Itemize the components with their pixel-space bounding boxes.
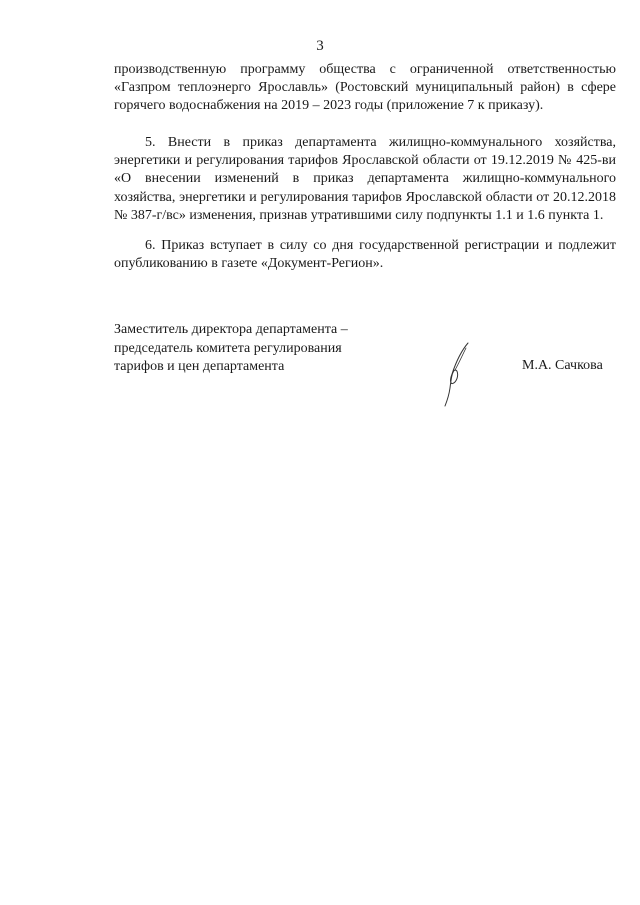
paragraph-item-5: 5. Внести в приказ департамента жилищно-коммунального хозяйства, энергетики и регулирования тарифов Ярославской области от 19.12.2019 № 425-ви «О внесении изменений в приказ департамента жилищно-коммунального хозяйства, энергетики и регулирования тарифов Ярославской области от 20.12.2018 № 387-г/вс» изменения, признав утратившими силу подпункты 1.1 и 1.6 пункта 1. xyxy=(114,135,616,223)
signatory-title-line: тарифов и цен департамента xyxy=(114,359,285,374)
handwritten-signature xyxy=(438,340,488,410)
signatory-title xyxy=(114,321,348,377)
page-number: 3 xyxy=(316,38,324,54)
signatory-title-line: Заместитель директора департамента – xyxy=(114,322,348,337)
signatory-title-line: председатель комитета регулирования xyxy=(114,340,342,356)
paragraph-continuation: производственную программу общества с ограниченной ответственностью «Газпром теплоэнерго Ярославль» (Ростовский муниципальный район) в сфере горячего водоснабжения на 2019 – 2023 годы (приложение 7 к приказу). xyxy=(114,62,616,114)
paragraph-item-6: 6. Приказ вступает в силу со дня государственной регистрации и подлежит опубликованию в газете «Документ-Регион». xyxy=(114,238,616,272)
signer-name: М.А. Сачкова xyxy=(522,358,603,373)
